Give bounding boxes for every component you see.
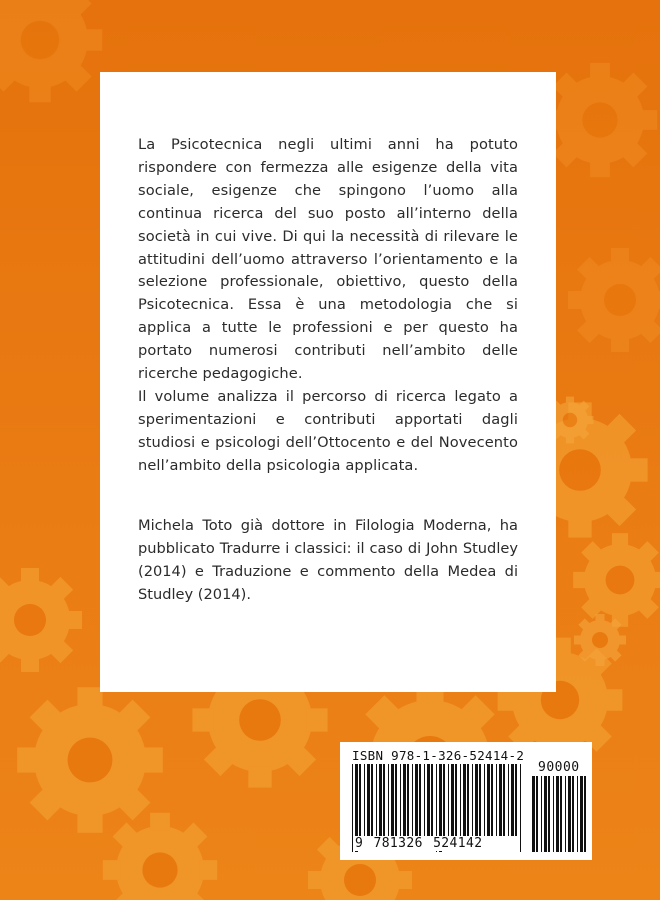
barcode-bar <box>388 764 389 836</box>
author-bio: Michela Toto già dottore in Filologia Moderna, ha pubblicato Tradurre i classici: il caso di John Studley (2014) e Traduzione e commento della Medea di Studley (2014). <box>138 517 518 603</box>
barcode-bar <box>427 764 430 836</box>
barcode-bar <box>580 776 583 852</box>
gear-icon <box>568 248 660 352</box>
isbn-digits <box>354 836 534 851</box>
isbn-digit-group-2: 524142 <box>433 836 483 851</box>
description-paragraph-2: Il volume analizza il percorso di ricerca legato a sperimentazioni e contributi apportati dagli studiosi e psicologi dell’Ottocento e del Novecento nell’ambito della psicologia applicata. <box>138 387 518 474</box>
barcode-bar <box>419 764 421 836</box>
text-panel <box>100 72 556 692</box>
barcode-bar <box>376 764 377 836</box>
barcode-bar <box>508 764 509 836</box>
gear-icon <box>103 813 217 900</box>
barcode-bar <box>577 776 578 852</box>
barcode-bar <box>400 764 401 836</box>
price-code: 90000 <box>538 760 580 775</box>
barcode-bar <box>548 776 550 852</box>
isbn-digit-prefix: 9 <box>355 836 364 851</box>
gear-icon <box>574 614 626 666</box>
barcode-bar <box>395 764 397 836</box>
barcode-bar <box>367 764 370 836</box>
barcode-bar <box>560 776 562 852</box>
barcode-bar <box>475 764 478 836</box>
barcode-bar <box>352 764 353 852</box>
barcode-bar <box>460 764 461 836</box>
barcode-bar <box>455 764 457 836</box>
gear-icon <box>543 63 657 177</box>
barcode-bar <box>536 776 538 852</box>
barcode-bar <box>496 764 497 836</box>
barcode-bar <box>503 764 505 836</box>
barcode-bar <box>359 764 361 836</box>
barcode-bar <box>364 764 365 836</box>
barcode-bar <box>448 764 449 836</box>
barcode-bar <box>472 764 473 836</box>
barcode-bar <box>383 764 385 836</box>
barcode-bar <box>499 764 502 836</box>
barcode-bar <box>584 776 586 852</box>
barcode-bar <box>415 764 418 836</box>
barcode-bar <box>541 776 542 852</box>
barcode-bar <box>572 776 574 852</box>
barcode-bar <box>431 764 433 836</box>
isbn-digit-group-1: 781326 <box>373 836 423 851</box>
barcode-bar <box>511 764 514 836</box>
barcode-bar <box>451 764 454 836</box>
barcode-bar <box>487 764 490 836</box>
barcode-bar <box>484 764 485 836</box>
barcode-bar <box>544 776 547 852</box>
barcode-bar <box>491 764 493 836</box>
barcode-bar <box>443 764 445 836</box>
barcode-bar <box>407 764 409 836</box>
barcode-bar <box>479 764 481 836</box>
barcode-bar <box>515 764 517 836</box>
barcode-bar <box>568 776 571 852</box>
barcode-bar <box>424 764 425 836</box>
gear-icon <box>0 0 102 102</box>
barcode-bar <box>556 776 559 852</box>
barcode-bar <box>391 764 394 836</box>
barcode-bar <box>463 764 466 836</box>
gear-icon <box>0 568 82 672</box>
addon-barcode-bars <box>532 776 586 852</box>
barcode-bar <box>412 764 413 836</box>
barcode-bar <box>379 764 382 836</box>
barcode-bar <box>565 776 566 852</box>
barcode-bar <box>371 764 373 836</box>
gear-icon <box>17 687 163 833</box>
isbn-barcode <box>340 742 592 860</box>
isbn-label: ISBN 978-1-326-52414-2 <box>352 748 525 763</box>
barcode-bar <box>553 776 554 852</box>
barcode-bar <box>467 764 469 836</box>
gear-icon <box>573 533 660 627</box>
barcode-bar <box>403 764 406 836</box>
description-paragraph-1: La Psicotecnica negli ultimi anni ha potuto rispondere con fermezza alle esigenze della vita sociale, esigenze che spingono l’uomo alla continua ricerca del suo posto all’interno della società in cui vive. Di qui la necessità di rilevare le attitudini dell’uomo attraverso l’orientamento e la selezione professionale, obiettivo, questo della Psicotecnica. Essa è una metodologia che si applica a tutte le professioni e per questo ha portato numerosi contributi nell’ambito delle ricerche pedagogiche. <box>138 136 518 383</box>
book-description <box>138 134 518 478</box>
